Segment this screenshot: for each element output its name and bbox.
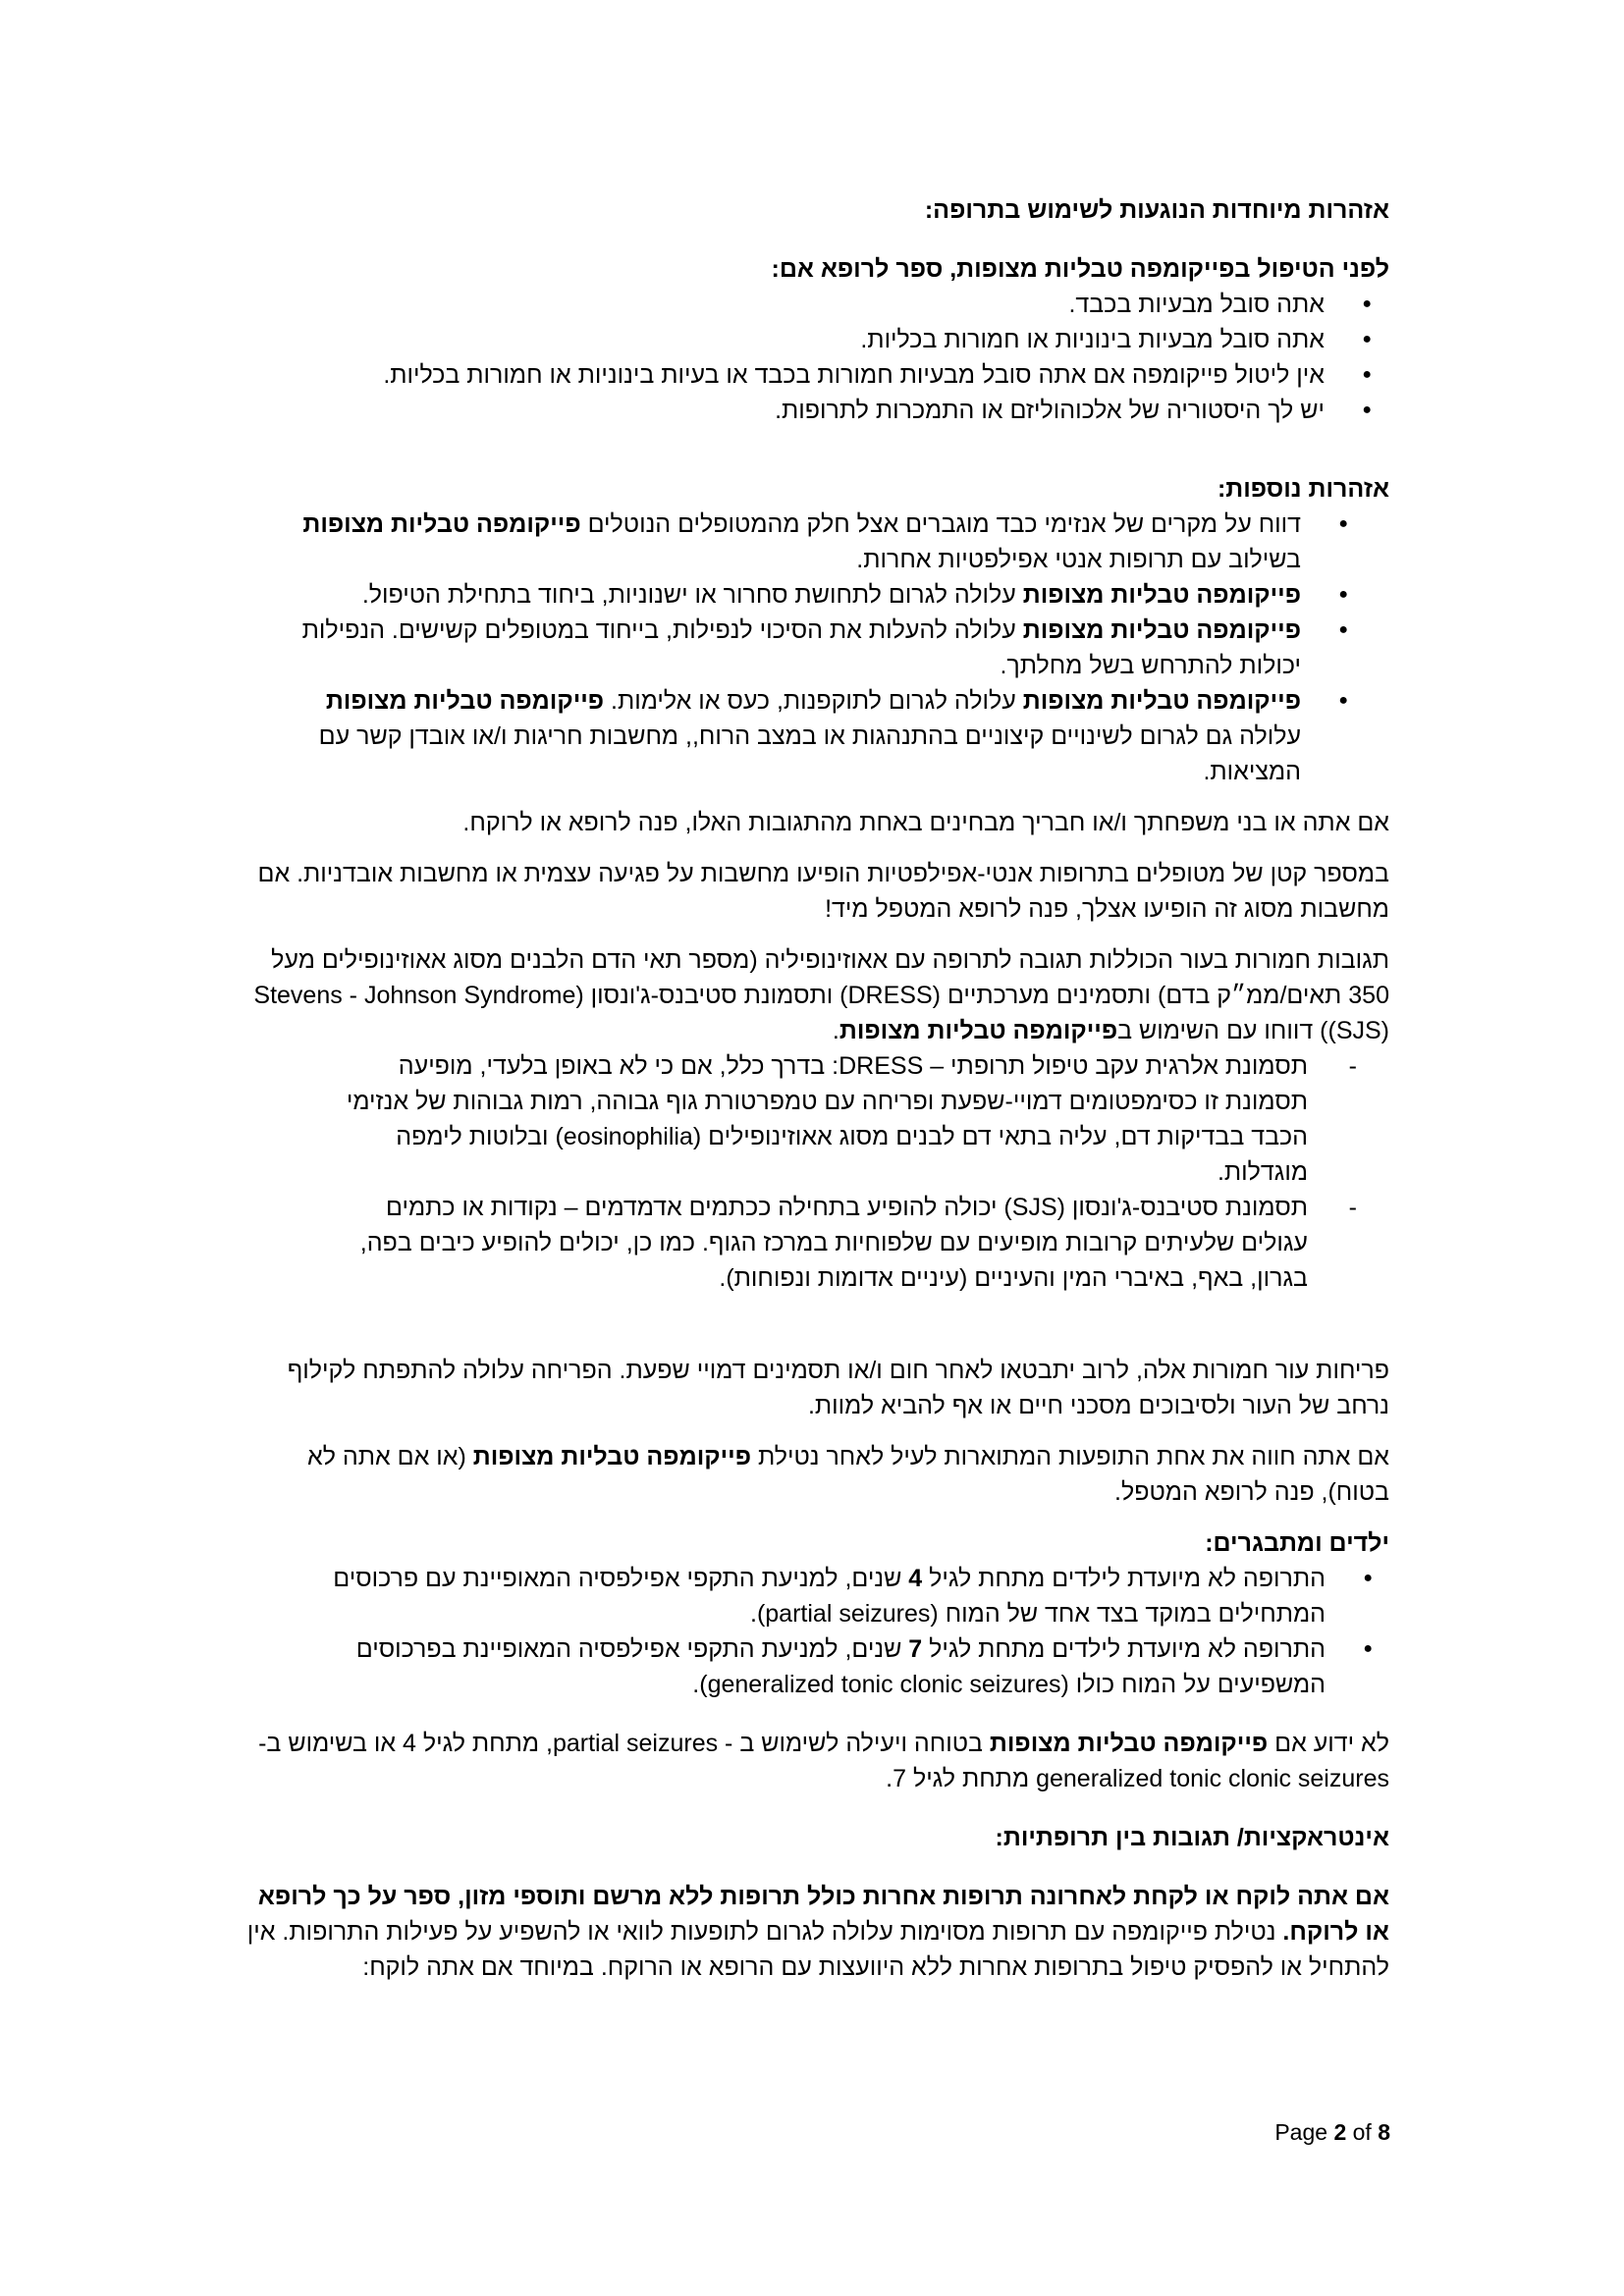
list-item: - תסמונת אלרגית עקב טיפול תרופתי – DRESS: בדרך כלל, אם כי לא באופן בלעדי, מופיעה תסמונת זו כסימפטומים דמויי-שפעת ופריחה עם טמפרטורת גוף גבוהה, רמות גבוהות של אנזימי הכבד בבדיקות דם, עליה בתאי דם לבנים מסוג אאוזינופילים (eosinophilia) ובלוטות לימפה מוגדלות.	[322, 1048, 1308, 1190]
list-item: ● התרופה לא מיועדת לילדים מתחת לגיל 7 שנים, למניעת התקפי אפילפסיה המאופיינת בפרכוסים המשפיעים על המוח כולו (generalized tonic clonic seizures).	[306, 1631, 1326, 1702]
list-item: ● אין ליטול פייקומפה אם אתה סובל מבעיות חמורות בכבד או בעיות בינוניות או חמורות בכליות.	[244, 357, 1325, 393]
list-item: - תסמונת סטיבנס-ג'ונסון (SJS) יכולה להופיע בתחילה ככתמים אדמדמים – נקודות או כתמים עגולים שלעיתים קרובות מופיעים עם שלפוחיות במרכז הגוף. כמו כן, יכולים להופיע כיבים בפה, בגרון, באף, באיברי המין והעיניים (עיניים אדומות ונפוחות).	[322, 1190, 1308, 1296]
heading-interactions: אינטראקציות/ תגובות בין תרופתיות:	[995, 1824, 1389, 1851]
paragraph-family: אם אתה או בני משפחתך ו/או חבריך מבחינים באחת מהתגובות האלו, פנה לרופא או לרוקח.	[462, 809, 1389, 836]
heading-before-treatment: לפני הטיפול בפייקומפה טבליות מצופות, ספר לרופא אם:	[771, 255, 1389, 283]
paragraph-suicide: במספר קטן של מטופלים בתרופות אנטי-אפילפטיות הופיעו מחשבות על פגיעה עצמית או מחשבות אובדניות. אם מחשבות מסוג זה הופיעו אצלך, פנה לרופא המטפל מיד!	[257, 860, 1389, 923]
list-item: ● פייקומפה טבליות מצופות עלולה לגרום לתחושת סחרור או ישנוניות, ביחוד בתחילת הטיפול.	[288, 577, 1301, 613]
children-list	[306, 1561, 1389, 1702]
document-body	[244, 192, 1389, 1985]
heading-children: ילדים ומתבגרים:	[1205, 1529, 1389, 1557]
paragraph-interactions: אם אתה לוקח או לקחת לאחרונה תרופות אחרות כולל תרופות ללא מרשם ותוספי מזון, ספר על כך לרופא או לרוקח. נטילת פייקומפה עם תרופות מסוימות עלולה לגרום לתופעות לוואי או להשפיע על פעילות התרופות. אין להתחיל או להפסיק טיפול בתרופות אחרות ללא היוועצות עם הרופא או הרוקח. במיוחד אם אתה לוקח:	[246, 1883, 1389, 1981]
list-item: ● אתה סובל מבעיות בכבד.	[244, 287, 1325, 322]
list-item: ● דווח על מקרים של אנזימי כבד מוגברים אצל חלק מהמטופלים הנוטלים פייקומפה טבליות מצופות בשילוב עם תרופות אנטי אפילפטיות אחרות.	[288, 507, 1301, 577]
before-treatment-list	[244, 287, 1389, 428]
paragraph-experience: אם אתה חווה את אחת התופעות המתוארות לעיל לאחר נטילת פייקומפה טבליות מצופות (או אם אתה לא בטוח), פנה לרופא המטפל.	[307, 1443, 1389, 1506]
additional-warnings-list	[288, 507, 1389, 789]
heading-special-warnings: אזהרות מיוחדות הנוגעות לשימוש בתרופה:	[924, 196, 1389, 224]
list-item: ● התרופה לא מיועדת לילדים מתחת לגיל 4 שנים, למניעת התקפי אפילפסיה המאופיינת עם פרכוסים המתחילים במוקד בצד אחד של המוח (partial seizures).	[306, 1561, 1326, 1631]
heading-additional-warnings: אזהרות נוספות:	[1217, 475, 1389, 503]
list-item: ● יש לך היסטוריה של אלכוהוליזם או התמכרות לתרופות.	[244, 393, 1325, 428]
paragraph-rash: פריחות עור חמורות אלה, לרוב יתבטאו לאחר חום ו/או תסמינים דמויי שפעת. הפריחה עלולה להתפתח לקילוף נרחב של העור ולסיבוכים מסכני חיים או אף להביא למוות.	[287, 1357, 1389, 1419]
page-number: Page 2 of 8	[1274, 2119, 1390, 2145]
list-item: ● אתה סובל מבעיות בינוניות או חמורות בכליות.	[244, 322, 1325, 357]
syndrome-list	[244, 1048, 1389, 1296]
paragraph-skin-reactions: תגובות חמורות בעור הכוללות תגובה לתרופה עם אאוזינופיליה (מספר תאי הדם הלבנים מסוג אאוזינופילים מעל 350 תאים/ממ״ק בדם) ותסמינים מערכתיים (DRESS) ותסמונת סטיבנס-ג'ונסון (Stevens - Johnson Syndrome (SJS)) דווחו עם השימוש בפייקומפה טבליות מצופות.	[253, 946, 1389, 1044]
paragraph-unknown-safety: לא ידוע אם פייקומפה טבליות מצופות בטוחה ויעילה לשימוש ב - partial seizures, מתחת לגיל 4 או בשימוש ב- generalized tonic clonic seizures מתחת לגיל 7.	[258, 1730, 1389, 1792]
list-item: ● פייקומפה טבליות מצופות עלולה להעלות את הסיכוי לנפילות, בייחוד במטופלים קשישים. הנפילות יכולות להתרחש בשל מחלתך.	[288, 613, 1301, 683]
list-item: ● פייקומפה טבליות מצופות עלולה לגרום לתוקפנות, כעס או אלימות. פייקומפה טבליות מצופות עלולה גם לגרום לשינויים קיצוניים בהתנהגות או במצב הרוח,, מחשבות חריגות ו/או אובדן קשר עם המציאות.	[288, 683, 1301, 789]
